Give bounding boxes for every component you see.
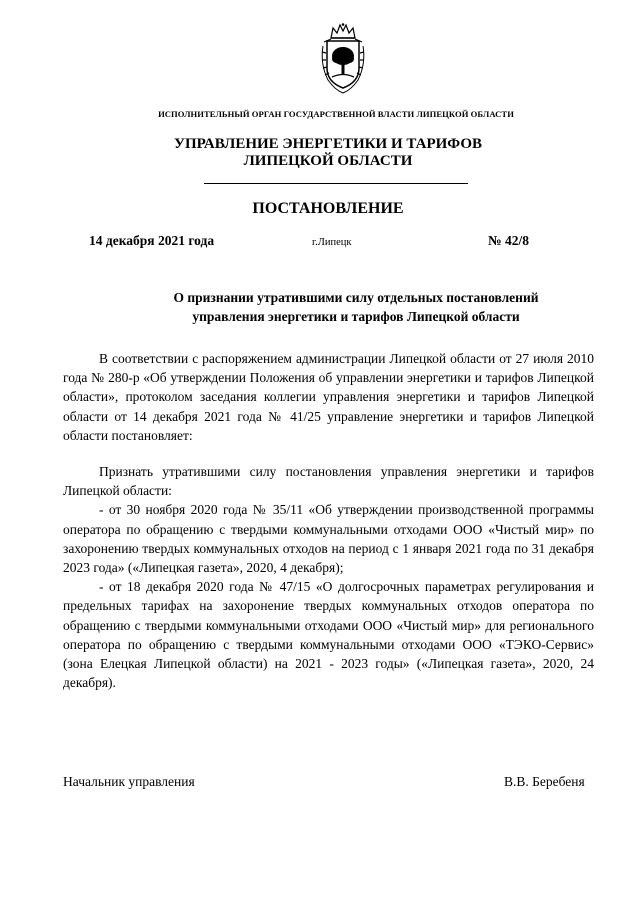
document-city: г.Липецк xyxy=(312,237,352,248)
issuing-authority: ИСПОЛНИТЕЛЬНЫЙ ОРГАН ГОСУДАРСТВЕННОЙ ВЛАСТИ ЛИПЕЦКОЙ ОБЛАСТИ xyxy=(158,109,514,119)
decision-section xyxy=(63,462,594,692)
coat-of-arms-icon xyxy=(318,22,368,96)
document-date: 14 декабря 2021 года xyxy=(89,233,215,248)
document-number: № 42/8 xyxy=(488,233,529,248)
subject-line-1: О признании утратившими силу отдельных постановлений xyxy=(173,290,539,305)
department-line-1: УПРАВЛЕНИЕ ЭНЕРГЕТИКИ И ТАРИФОВ xyxy=(173,136,483,152)
department-line-2: ЛИПЕЦКОЙ ОБЛАСТИ xyxy=(243,153,413,169)
repealed-item-2: - от 18 декабря 2020 года № 47/15 «О долгосрочных параметрах регулирования и предельных тарифах на захоронение твердых коммунальных отходов оператора по обращению с твердыми коммунальными отходами ООО «Чистый мир» для регионального оператора по обращению с твердыми коммунальными отходами ООО «ТЭКО-Сервис» (зона Елецкая Липецкой области) на 2021 - 2023 годы» («Липецкая газета», 2020, 24 декабря). xyxy=(63,579,594,691)
signatory-name: В.В. Беребеня xyxy=(504,774,585,789)
department-name xyxy=(8,136,640,170)
header-divider xyxy=(204,183,468,184)
preamble-section xyxy=(63,349,594,445)
decision-paragraph: Признать утратившими силу постановления управления энергетики и тарифов Липецкой области: xyxy=(63,464,594,499)
document-subject xyxy=(120,288,592,326)
preamble-paragraph: В соответствии с распоряжением администрации Липецкой области от 27 июля 2010 года № 280-р «Об утверждении Положения об управлении энергетики и тарифов Липецкой области», протоколом заседания коллегии управления энергетики и тарифов Липецкой области от 14 декабря 2021 года № 41/25 управление энергетики и тарифов Липецкой области постановляет: xyxy=(63,351,594,443)
repealed-item-1: - от 30 ноября 2020 года № 35/11 «Об утверждении производственной программы оператора по обращению с твердыми коммунальными отходами ООО «Чистый мир» по захоронению твердых коммунальных отходов на период с 1 января 2021 года по 31 декабря 2023 года» («Липецкая газета», 2020, 4 декабря); xyxy=(63,502,594,576)
document-type: ПОСТАНОВЛЕНИЕ xyxy=(252,200,404,217)
signatory-position: Начальник управления xyxy=(63,774,195,789)
subject-line-2: управления энергетики и тарифов Липецкой области xyxy=(192,309,520,324)
